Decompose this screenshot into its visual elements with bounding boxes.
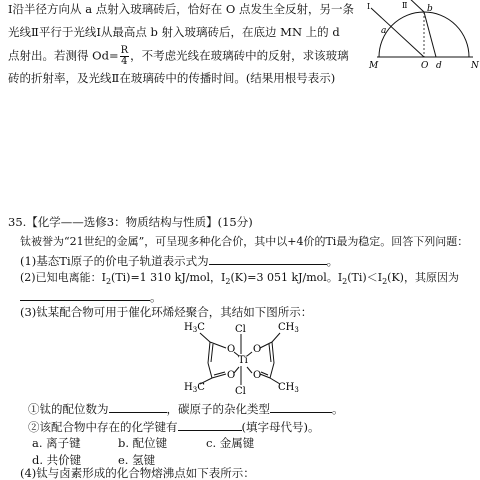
- question-35-part-2-blank-line: 。: [20, 290, 162, 304]
- sub-1-text-a: ①钛的配位数为: [28, 402, 109, 416]
- part-2-text-e: (K)，其原因为: [387, 271, 459, 284]
- answer-blank-2[interactable]: [20, 290, 150, 301]
- prev-question-line-2: 光线Ⅱ平行于光线Ⅰ从最高点 b 射入玻璃砖后，在底边 MN 上的 d: [8, 25, 340, 39]
- question-35-intro: 钛被誉为“21世纪的金属”，可呈现多种化合价，其中以+4价的Ti最为稳定。回答下列问题：: [20, 235, 469, 248]
- label-ch3-top: $CH_3$: [278, 322, 299, 334]
- label-ch3-bottom: $CH_3$: [278, 382, 299, 394]
- semicircle-optics-figure: [355, 0, 480, 70]
- label-o-upper-right: O: [253, 344, 262, 355]
- sub-2-text-b: (填字母代号)。: [241, 420, 320, 434]
- answer-blank-hybridization[interactable]: [270, 402, 332, 413]
- sub-2-text-a: ②该配合物中存在的化学键有: [28, 420, 178, 434]
- option-c: c. 金属键: [206, 436, 255, 450]
- label-cl-top: Cl: [235, 324, 246, 335]
- part-2-text-d: (Ti)＜I: [347, 271, 383, 284]
- label-o-upper-left: O: [227, 344, 236, 355]
- label-point-a: a: [381, 26, 387, 36]
- part-2-text-a: (2)已知电离能：I: [20, 271, 106, 284]
- subscript-2: 2: [105, 277, 112, 287]
- fraction-denominator: 4: [121, 56, 128, 67]
- option-e: e. 氢键: [118, 453, 156, 467]
- option-a: a. 离子键: [32, 436, 81, 450]
- subscript-2: 2: [342, 277, 348, 287]
- question-35-part-1: (1)基态Ti原子的价电子轨道表示式为 。: [20, 254, 339, 268]
- label-ti: Ti: [238, 355, 248, 366]
- question-35-sub-1: ①钛的配位数为 ，碳原子的杂化类型 。: [28, 402, 344, 416]
- answer-blank-bond-types[interactable]: [178, 420, 242, 431]
- sub-1-text-b: ，碳原子的杂化类型: [166, 402, 270, 416]
- label-point-n: N: [471, 61, 479, 70]
- label-o-lower-right: O: [253, 370, 262, 381]
- part-2-text-c: (K)=3 051 kJ/mol。I: [230, 271, 343, 284]
- prev-line3-end: ，不考虑光线在玻璃砖中的反射，求该玻璃: [130, 48, 349, 63]
- label-point-m: M: [369, 61, 379, 70]
- label-h3c-top: $H_3C$: [184, 322, 205, 334]
- subscript-2: 2: [382, 277, 388, 287]
- option-d: d. 共价键: [32, 453, 82, 467]
- part-2-text-b: (Ti)=1 310 kJ/mol，I: [111, 271, 226, 284]
- fraction-r-over-4: [120, 46, 130, 67]
- prev-question-line-1: Ⅰ沿半径方向从 a 点射入玻璃砖后，恰好在 O 点发生全反射，另一条: [8, 2, 354, 16]
- label-point-b: b: [427, 4, 433, 14]
- question-35-part-4: (4)钛与卤素形成的化合物熔沸点如下表所示：: [20, 466, 255, 480]
- label-h3c-bottom: $H_3C$: [184, 382, 205, 394]
- prev-question-line-4: 砖的折射率，及光线Ⅱ在玻璃砖中的传播时间。(结果用根号表示): [8, 71, 336, 85]
- subscript-2: 2: [225, 277, 231, 287]
- label-ray-1: Ⅰ: [367, 2, 371, 11]
- titanium-complex-structure: [160, 318, 330, 396]
- fraction-numerator: R: [120, 45, 129, 56]
- part-1-text: (1)基态Ti原子的价电子轨道表示式为: [20, 254, 209, 268]
- question-35-part-2: [20, 272, 459, 286]
- answer-blank-coordination-number[interactable]: [109, 402, 167, 413]
- label-o-lower-left: O: [227, 370, 236, 381]
- answer-blank-1[interactable]: [209, 254, 327, 265]
- label-cl-bottom: Cl: [235, 386, 246, 396]
- question-35-title: 35.【化学——选修3：物质结构与性质】(15分): [8, 215, 253, 229]
- label-ray-2: Ⅱ: [402, 1, 408, 10]
- question-35-part-3: (3)钛某配合物可用于催化环烯烃聚合，其结如下图所示：: [20, 305, 313, 319]
- question-35-sub-2: [28, 420, 319, 434]
- prev-line3-start: 点射出。若测得 Od=: [8, 48, 119, 63]
- prev-question-line-3: [8, 46, 349, 67]
- option-b: b. 配位键: [118, 436, 168, 450]
- label-point-o: O: [421, 61, 429, 70]
- label-point-d: d: [436, 61, 442, 70]
